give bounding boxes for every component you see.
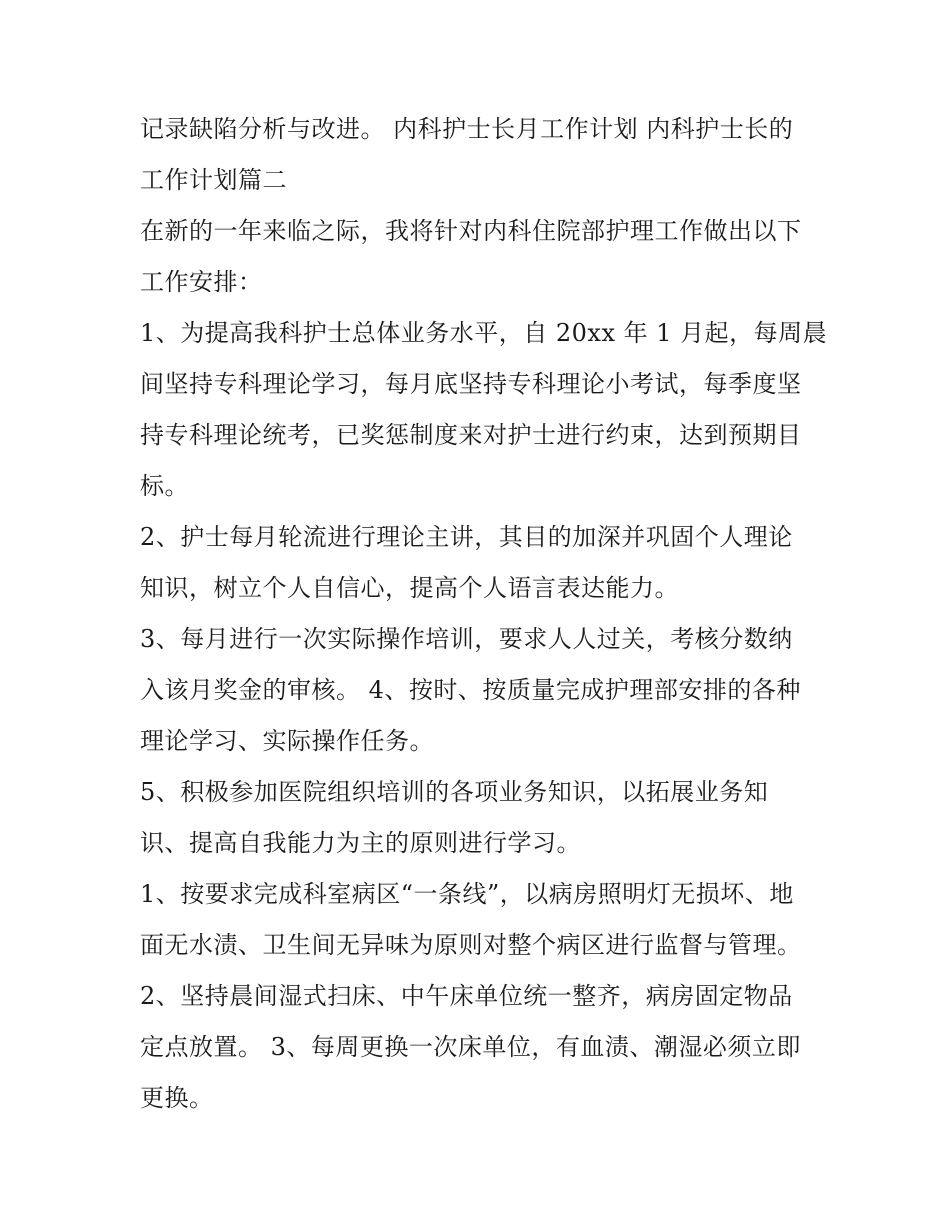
text-line-14: 5、积极参加医院组织培训的各项业务知识，以拓展业务知 bbox=[140, 778, 769, 806]
text-line-13: 理论学习、实际操作任务。 bbox=[140, 727, 434, 755]
text-line-15: 识、提高自我能力为主的原则进行学习。 bbox=[140, 829, 581, 857]
text-line-11: 3、每月进行一次实际操作培训，要求人人过关，考核分数纳 bbox=[140, 625, 793, 653]
text-line-6: 间坚持专科理论学习，每月底坚持专科理论小考试，每季度坚 bbox=[140, 370, 802, 398]
text-line-7: 持专科理论统考，已奖惩制度来对护士进行约束，达到预期目 bbox=[140, 421, 802, 449]
text-line-1: 记录缺陷分析与改进。 内科护士长月工作计划 内科护士长的 bbox=[140, 115, 794, 143]
text-line-18: 2、坚持晨间湿式扫床、中午床单位统一整齐，病房固定物品 bbox=[140, 982, 793, 1010]
text-line-2: 工作计划篇二 bbox=[140, 166, 287, 194]
text-line-20: 更换。 bbox=[140, 1084, 214, 1112]
text-line-9: 2、护士每月轮流进行理论主讲，其目的加深并巩固个人理论 bbox=[140, 523, 793, 551]
text-line-5: 1、为提高我科护士总体业务水平，自 20xx 年 1 月起，每周晨 bbox=[140, 319, 828, 347]
text-line-8: 标。 bbox=[140, 472, 189, 500]
text-line-10: 知识，树立个人自信心，提高个人语言表达能力。 bbox=[140, 574, 679, 602]
text-line-16: 1、按要求完成科室病区“一条线”，以病房照明灯无损坏、地 bbox=[140, 880, 794, 908]
text-line-4: 工作安排： bbox=[140, 268, 263, 296]
text-line-19: 定点放置。 3、每周更换一次床单位，有血渍、潮湿必须立即 bbox=[140, 1033, 801, 1061]
text-line-17: 面无水渍、卫生间无异味为原则对整个病区进行监督与管理。 bbox=[140, 931, 802, 959]
text-line-12: 入该月奖金的审核。 4、按时、按质量完成护理部安排的各种 bbox=[140, 676, 801, 704]
text-line-3: 在新的一年来临之际，我将针对内科住院部护理工作做出以下 bbox=[140, 217, 802, 245]
